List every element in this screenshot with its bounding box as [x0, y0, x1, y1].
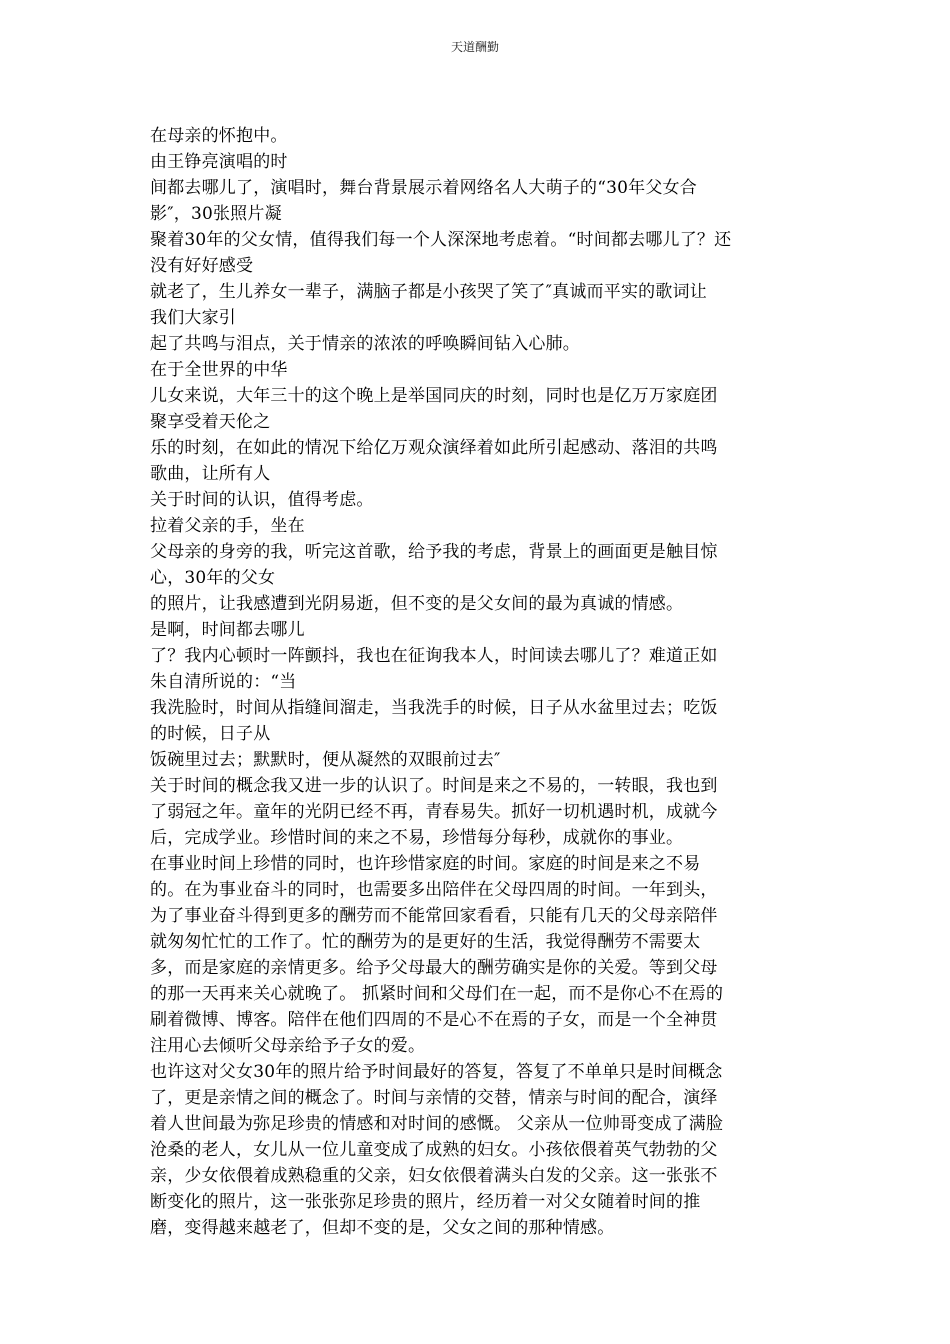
- text-line: 在事业时间上珍惜的同时，也许珍惜家庭的时间。家庭的时间是来之不易: [150, 854, 701, 874]
- text-line: 关于时间的概念我又进一步的认识了。时间是来之不易的，一转眼，我也到: [150, 776, 718, 796]
- text-line: 饭碗里过去；默默时，便从凝然的双眼前过去″: [150, 750, 501, 770]
- page-header: 天道酬勤: [450, 40, 499, 54]
- document-body: [150, 123, 800, 1241]
- text-line: 的时候，日子从: [150, 724, 271, 744]
- text-line: 后，完成学业。珍惜时间的来之不易，珍惜每分每秒，成就你的事业。: [150, 828, 684, 848]
- text-line: 着人世间最为弥足珍贵的情感和对时间的感慨。 父亲从一位帅哥变成了满脸: [150, 1114, 724, 1134]
- text-line: 的。在为事业奋斗的同时，也需要多出陪伴在父母四周的时间。一年到头，: [150, 880, 718, 900]
- text-line: 就老了，生儿养女一辈子，满脑子都是小孩哭了笑了″真诚而平实的歌词让: [150, 282, 707, 302]
- text-line: 在母亲的怀抱中。: [150, 126, 288, 146]
- text-line: 我们大家引: [150, 308, 236, 328]
- text-line: 歌曲，让所有人: [150, 464, 271, 484]
- text-line: 聚享受着天伦之: [150, 412, 271, 432]
- text-line: 就匆匆忙忙的工作了。忙的酬劳为的是更好的生活，我觉得酬劳不需要太: [150, 932, 701, 952]
- text-line: 的照片，让我感遭到光阴易逝，但不变的是父女间的最为真诚的情感。: [150, 594, 684, 614]
- text-line: 儿女来说，大年三十的这个晚上是举国同庆的时刻，同时也是亿万万家庭团: [150, 386, 718, 406]
- text-line: 父母亲的身旁的我，听完这首歌，给予我的考虑，背景上的画面更是触目惊: [150, 542, 718, 562]
- text-line: 关于时间的认识，值得考虑。: [150, 490, 374, 510]
- text-line: 了，更是亲情之间的概念了。时间与亲情的交替，情亲与时间的配合，演绎: [150, 1088, 718, 1108]
- text-line: 磨，变得越来越老了，但却不变的是，父女之间的那种情感。: [150, 1218, 615, 1238]
- text-line: 心，30年的父女: [150, 568, 276, 588]
- text-line: 由王铮亮演唱的时: [150, 152, 288, 172]
- text-line: 亲，少女依偎着成熟稳重的父亲，妇女依偎着满头白发的父亲。这一张张不: [150, 1166, 718, 1186]
- text-line: 在于全世界的中华: [150, 360, 288, 380]
- text-line: 朱自清所说的：“当: [150, 672, 297, 692]
- text-line: 的那一天再来关心就晚了。 抓紧时间和父母们在一起，而不是你心不在焉的: [150, 984, 724, 1004]
- text-line: 影″，30张照片凝: [150, 204, 282, 224]
- text-line: 间都去哪儿了，演唱时，舞台背景展示着网络名人大萌子的“30年父女合: [150, 178, 697, 198]
- text-line: 拉着父亲的手，坐在: [150, 516, 305, 536]
- text-line: 多，而是家庭的亲情更多。给予父母最大的酬劳确实是你的关爱。等到父母: [150, 958, 718, 978]
- text-line: 聚着30年的父女情，值得我们每一个人深深地考虑着。“时间都去哪儿了？还: [150, 230, 732, 250]
- text-line: 乐的时刻，在如此的情况下给亿万观众演绎着如此所引起感动、落泪的共鸣: [150, 438, 718, 458]
- text-line: 为了事业奋斗得到更多的酬劳而不能常回家看看，只能有几天的父母亲陪伴: [150, 906, 718, 926]
- text-line: 注用心去倾听父母亲给予子女的爱。: [150, 1036, 426, 1056]
- text-line: 沧桑的老人，女儿从一位儿童变成了成熟的妇女。小孩依偎着英气勃勃的父: [150, 1140, 718, 1160]
- text-line: 是啊，时间都去哪儿: [150, 620, 305, 640]
- text-line: 起了共鸣与泪点，关于情亲的浓浓的呼唤瞬间钻入心肺。: [150, 334, 580, 354]
- text-line: 断变化的照片，这一张张弥足珍贵的照片，经历着一对父女随着时间的推: [150, 1192, 701, 1212]
- text-line: 也许这对父女30年的照片给予时间最好的答复，答复了不单单只是时间概念: [150, 1062, 723, 1082]
- text-line: 我洗脸时，时间从指缝间溜走，当我洗手的时候，日子从水盆里过去；吃饭: [150, 698, 718, 718]
- text-line: 了弱冠之年。童年的光阴已经不再，青春易失。抓好一切机遇时机，成就今: [150, 802, 718, 822]
- text-line: 刷着微博、博客。陪伴在他们四周的不是心不在焉的子女，而是一个全神贯: [150, 1010, 718, 1030]
- text-line: 了？我内心顿时一阵颤抖，我也在征询我本人，时间读去哪儿了？难道正如: [150, 646, 718, 666]
- text-line: 没有好好感受: [150, 256, 254, 276]
